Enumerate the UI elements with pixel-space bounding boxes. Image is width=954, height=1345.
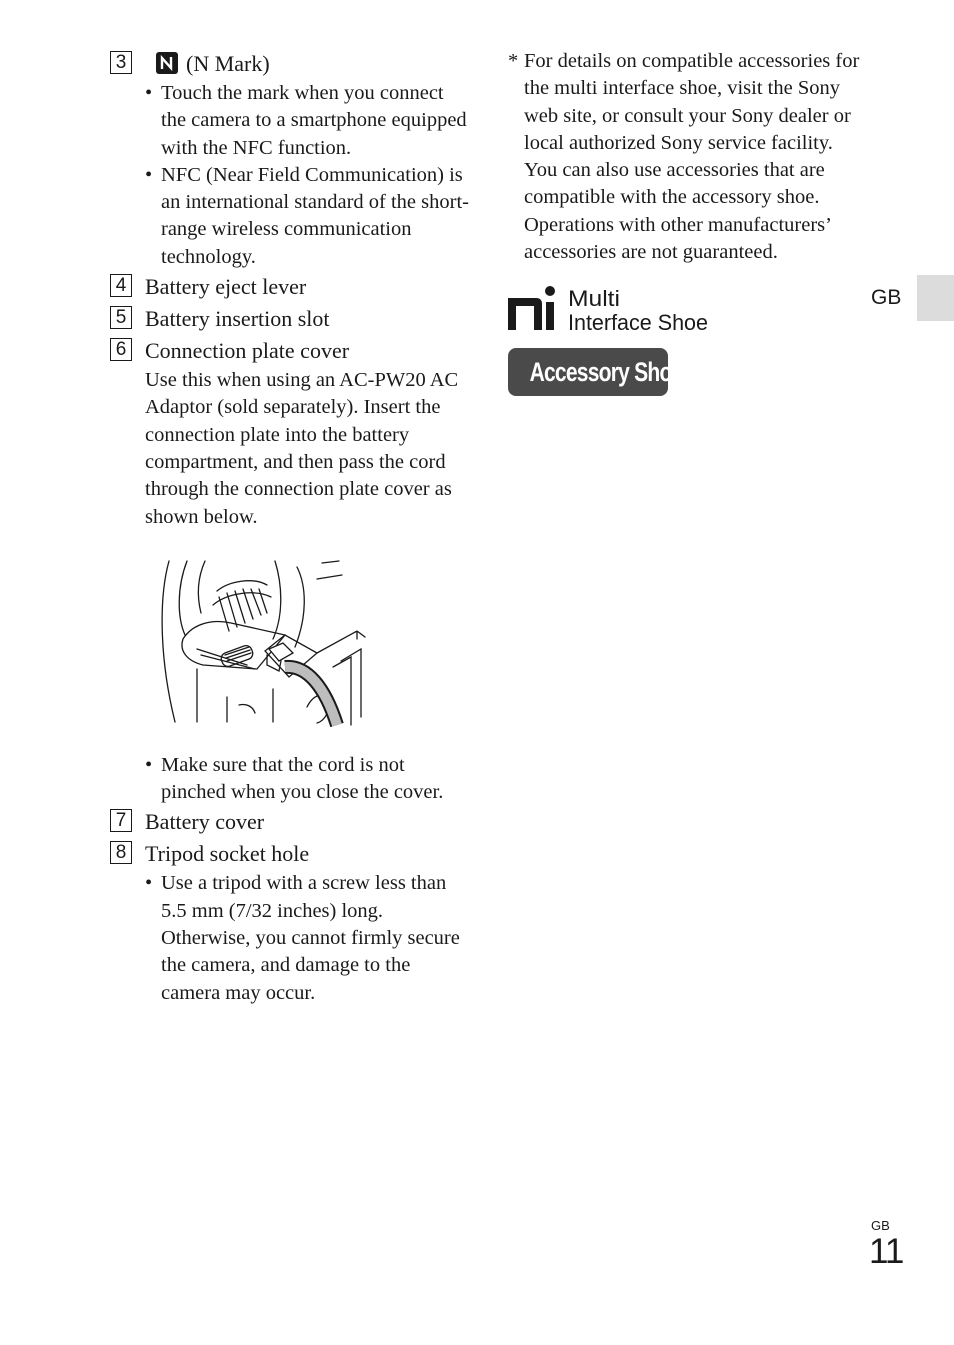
- item-7: [110, 806, 470, 838]
- left-column: [110, 48, 470, 1007]
- bullet-list: [145, 80, 470, 271]
- bullet-item: • Touch the mark when you connect the camera to a smartphone equipped with the NFC function.: [145, 80, 470, 162]
- language-tab-marker: [917, 275, 954, 321]
- footnote-marker: *: [508, 50, 519, 72]
- item-label: Battery insertion slot: [145, 306, 330, 332]
- language-tab-label: GB: [871, 286, 902, 309]
- page-number: 11: [869, 1232, 904, 1271]
- item-number: 5: [110, 306, 132, 329]
- connection-plate-cover-illustration: [157, 557, 367, 727]
- multi-interface-shoe-logo: [508, 284, 718, 332]
- item-3-n-mark: [110, 48, 470, 271]
- item-description: Use this when using an AC-PW20 AC Adaptor (sold separately). Insert the connection plate into the battery compartment, and then pass the cord through the connection plate cover as shown below.: [145, 369, 459, 528]
- item-number: 4: [110, 274, 132, 297]
- item-5: [110, 303, 470, 335]
- page-language-code: GB: [871, 1218, 890, 1233]
- footnote: [508, 48, 868, 266]
- item-label: Battery cover: [145, 809, 265, 835]
- item-label: (N Mark): [186, 51, 270, 76]
- logo-line-2: Interface Shoe: [568, 310, 708, 333]
- bullet-item: • NFC (Near Field Communication) is an international standard of the short-range wireless communication technology.: [145, 162, 470, 271]
- item-number: 8: [110, 841, 132, 864]
- logo-line-1: Multi: [568, 286, 620, 312]
- item-label: Tripod socket hole: [145, 841, 310, 867]
- item-number: 7: [110, 809, 132, 832]
- footnote-text: For details on compatible accessories for the multi interface shoe, visit the Sony web site, or consult your Sony dealer or local authorized Sony service facility. You can also use accessories that are compatible with the accessory shoe. Operations with other manufacturers’ accessories are not guaranteed.: [524, 50, 860, 264]
- n-mark-icon: [156, 52, 178, 74]
- item-6: [110, 335, 470, 806]
- item-label: Connection plate cover: [145, 338, 350, 364]
- accessory-shoe-label: Accessory Shoe: [529, 357, 683, 388]
- accessory-shoe-logo: [508, 348, 683, 396]
- bullet-list: [145, 870, 470, 1006]
- item-4: [110, 271, 470, 303]
- right-column: [508, 48, 868, 396]
- item-8: [110, 838, 470, 1006]
- item-label: Battery eject lever: [145, 274, 307, 300]
- item-number: 6: [110, 338, 132, 361]
- bullet-item: • Make sure that the cord is not pinched when you close the cover.: [145, 752, 470, 807]
- bullet-list: [145, 752, 470, 807]
- bullet-item: • Use a tripod with a screw less than 5.5 mm (7/32 inches) long. Otherwise, you cannot firmly secure the camera, and damage to the camera may occur.: [145, 870, 470, 1006]
- item-number: 3: [110, 51, 132, 74]
